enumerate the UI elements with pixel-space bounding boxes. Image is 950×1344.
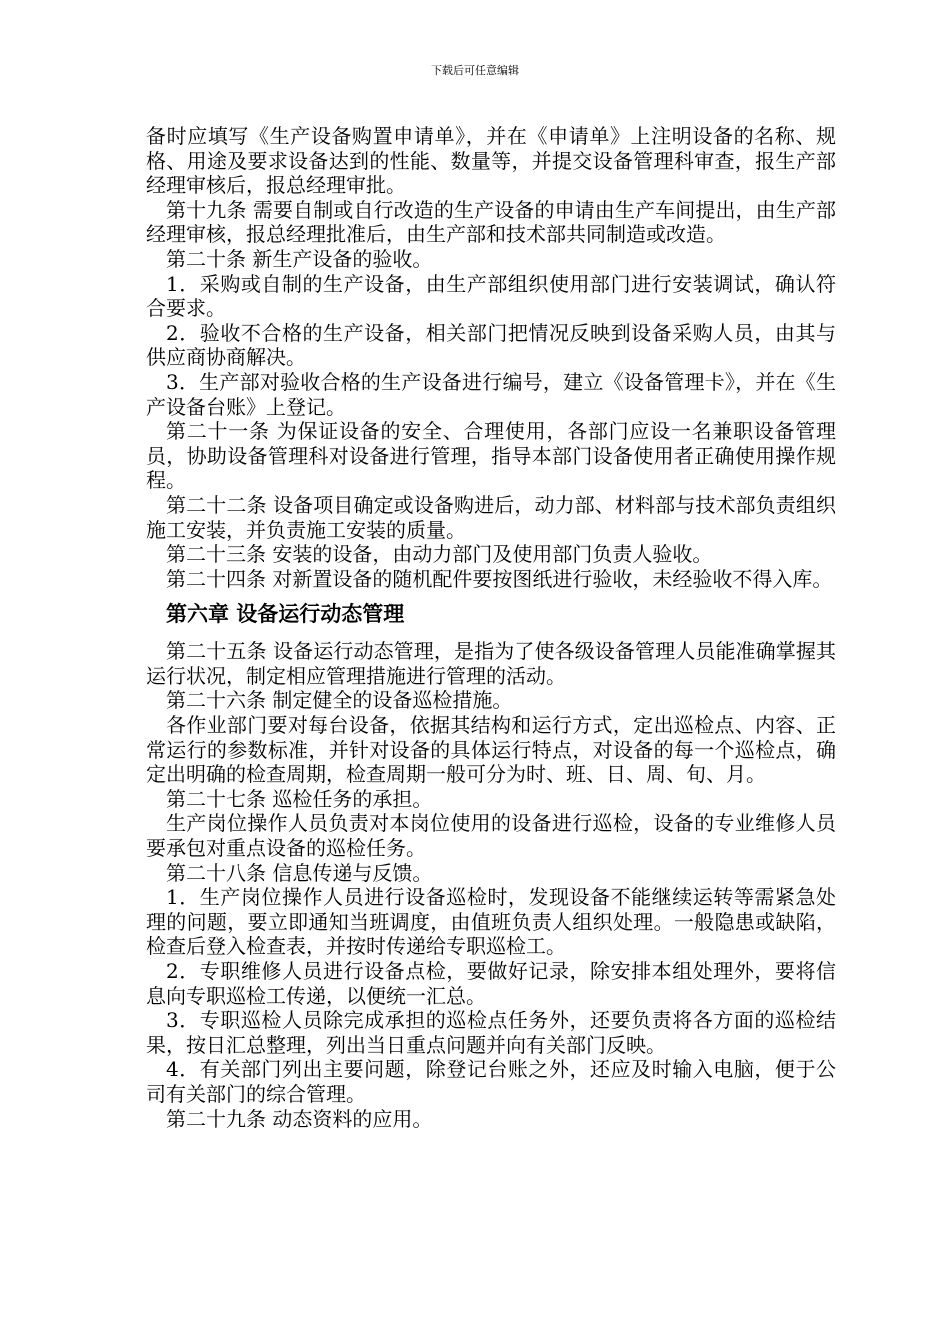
paragraph: 第二十五条 设备运行动态管理，是指为了使各级设备管理人员能准确掌握其运行状况，制定相应管理措施进行管理的活动。: [146, 639, 836, 688]
paragraph: 备时应填写《生产设备购置申请单》，并在《申请单》上注明设备的名称、规格、用途及要求设备达到的性能、数量等，并提交设备管理科审查，报生产部经理审核后，报总经理审批。: [146, 124, 836, 198]
paragraph: 2．专职维修人员进行设备点检，要做好记录，除安排本组处理外，要将信息向专职巡检工传递，以便统一汇总。: [146, 959, 836, 1008]
paragraph: 第十九条 需要自制或自行改造的生产设备的申请由生产车间提出，由生产部经理审核，报总经理批准后，由生产部和技术部共同制造或改造。: [146, 197, 836, 247]
paragraph: 各作业部门要对每台设备，依据其结构和运行方式，定出巡检点、内容、正常运行的参数标准，并针对设备的具体运行特点，对设备的每一个巡检点，确定出明确的检查周期，检查周期一般可分为时、班、日、周、旬、月。: [146, 713, 836, 787]
paragraph: 4．有关部门列出主要问题，除登记台账之外，还应及时输入电脑，便于公司有关部门的综合管理。: [146, 1057, 836, 1106]
document-body: [146, 124, 836, 1131]
paragraph: 生产岗位操作人员负责对本岗位使用的设备进行巡检，设备的专业维修人员要承包对重点设备的巡检任务。: [146, 811, 836, 861]
paragraph: 第二十四条 对新置设备的随机配件要按图纸进行验收，未经验收不得入库。: [166, 566, 833, 591]
paragraph: 第二十二条 设备项目确定或设备购进后，动力部、材料部与技术部负责组织施工安装，并负责施工安装的质量。: [146, 492, 836, 542]
paragraph: 1．采购或自制的生产设备，由生产部组织使用部门进行安装调试，确认符合要求。: [146, 271, 836, 321]
paragraph: 3．专职巡检人员除完成承担的巡检点任务外，还要负责将各方面的巡检结果，按日汇总整理，列出当日重点问题并向有关部门反映。: [146, 1008, 836, 1057]
section-before-chapter: [146, 124, 836, 591]
paragraph: 第二十八条 信息传递与反馈。: [166, 860, 433, 885]
chapter-heading: 第六章 设备运行动态管理: [166, 602, 405, 627]
paragraph: 第二十七条 巡检任务的承担。: [166, 786, 433, 811]
page-header: 下载后可任意编辑: [431, 64, 519, 77]
paragraph: 第二十一条 为保证设备的安全、合理使用，各部门应设一名兼职设备管理员，协助设备管理科对设备进行管理，指导本部门设备使用者正确使用操作规程。: [146, 419, 836, 493]
paragraph: 2．验收不合格的生产设备，相关部门把情况反映到设备采购人员，由其与供应商协商解决。: [146, 320, 836, 370]
paragraph: 第二十三条 安装的设备，由动力部门及使用部门负责人验收。: [166, 542, 713, 567]
paragraph: 3．生产部对验收合格的生产设备进行编号，建立《设备管理卡》，并在《生产设备台账》上登记。: [146, 369, 836, 419]
paragraph: 第二十条 新生产设备的验收。: [166, 246, 433, 271]
paragraph: 第二十九条 动态资料的应用。: [166, 1106, 433, 1131]
paragraph: 第二十六条 制定健全的设备巡检措施。: [166, 688, 513, 713]
section-chapter-six: [146, 639, 836, 1131]
paragraph: 1．生产岗位操作人员进行设备巡检时，发现设备不能继续运转等需紧急处理的问题，要立即通知当班调度，由值班负责人组织处理。一般隐患或缺陷，检查后登入检查表，并按时传递给专职巡检工。: [146, 885, 836, 959]
